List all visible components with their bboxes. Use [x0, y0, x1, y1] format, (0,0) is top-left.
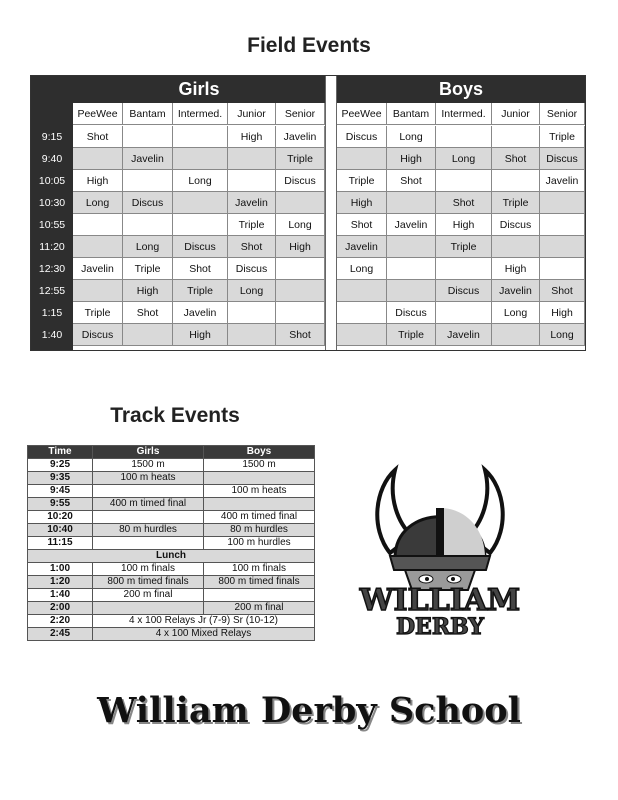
track-time-cell: 9:55	[28, 498, 93, 511]
logo-word-derby: DERBY	[395, 614, 485, 638]
boys-event-cell: Javelin	[337, 236, 387, 258]
track-boys-cell: 80 m hurdles	[204, 524, 315, 537]
boys-event-cell: High	[387, 148, 436, 170]
girls-event-cell: Triple	[276, 148, 325, 170]
girls-event-cell: Triple	[228, 214, 276, 236]
field-events-table	[30, 75, 586, 351]
girls-event-cell: Javelin	[73, 258, 123, 280]
boys-event-cell: Triple	[387, 324, 436, 346]
track-boys-cell: 100 m heats	[204, 485, 315, 498]
girls-event-cell: High	[228, 126, 276, 148]
track-header-girls: Girls	[93, 446, 204, 459]
track-girls-cell	[93, 511, 204, 524]
boys-event-cell	[337, 280, 387, 302]
track-time-cell: 1:00	[28, 563, 93, 576]
time-cell: 10:05	[38, 175, 66, 187]
boys-event-cell: Discus	[337, 126, 387, 148]
girls-event-cell	[73, 148, 123, 170]
girls-event-cell	[173, 214, 228, 236]
column-separator	[325, 76, 337, 350]
track-girls-cell: 400 m timed final	[93, 498, 204, 511]
boys-event-cell	[387, 236, 436, 258]
girls-event-cell: Long	[228, 280, 276, 302]
track-boys-cell: 800 m timed finals	[204, 576, 315, 589]
time-cell: 1:40	[41, 329, 63, 341]
boys-event-cell: Discus	[540, 148, 585, 170]
boys-event-cell: Long	[492, 302, 540, 324]
track-girls-cell	[93, 485, 204, 498]
track-boys-cell	[204, 498, 315, 511]
track-time-cell: 1:20	[28, 576, 93, 589]
track-girls-cell: 80 m hurdles	[93, 524, 204, 537]
track-boys-cell: 100 m finals	[204, 563, 315, 576]
school-name: William Derby School	[97, 690, 521, 731]
girls-event-cell: Discus	[123, 192, 173, 214]
girls-event-cell	[123, 170, 173, 192]
girls-event-cell	[173, 192, 228, 214]
girls-event-cell	[73, 214, 123, 236]
girls-event-cell	[228, 170, 276, 192]
boys-division-header: Senior	[540, 103, 585, 125]
boys-division-header: Junior	[492, 103, 540, 125]
girls-event-cell: Long	[73, 192, 123, 214]
boys-event-cell	[436, 170, 492, 192]
boys-event-cell: Javelin	[436, 324, 492, 346]
girls-header: Girls	[73, 76, 325, 103]
track-time-cell: 9:35	[28, 472, 93, 485]
lunch-row-label: Lunch	[28, 550, 315, 563]
girls-event-cell	[228, 324, 276, 346]
track-events-table	[27, 445, 315, 641]
girls-event-cell	[276, 280, 325, 302]
track-time-cell: 11:15	[28, 537, 93, 550]
boys-event-cell: Discus	[492, 214, 540, 236]
field-events-title: Field Events	[247, 34, 371, 57]
boys-event-cell	[337, 148, 387, 170]
track-time-cell: 2:00	[28, 602, 93, 615]
track-time-cell: 9:45	[28, 485, 93, 498]
boys-event-cell	[436, 302, 492, 324]
girls-event-cell: Discus	[276, 170, 325, 192]
time-cell: 10:30	[38, 197, 66, 209]
girls-event-cell: Discus	[173, 236, 228, 258]
track-time-cell: 9:25	[28, 459, 93, 472]
track-girls-cell: 200 m final	[93, 589, 204, 602]
table-row	[28, 459, 315, 472]
boys-division-header: Intermed.	[436, 103, 492, 125]
track-combined-event-cell: 4 x 100 Mixed Relays	[93, 628, 315, 641]
girls-event-cell: Javelin	[123, 148, 173, 170]
table-row	[28, 589, 315, 602]
track-girls-cell: 100 m heats	[93, 472, 204, 485]
track-header-time: Time	[28, 446, 93, 459]
track-time-cell: 2:45	[28, 628, 93, 641]
boys-event-cell: Triple	[492, 192, 540, 214]
girls-event-cell: Javelin	[276, 126, 325, 148]
boys-event-cell	[540, 258, 585, 280]
boys-header: Boys	[337, 76, 585, 103]
girls-event-cell	[276, 192, 325, 214]
track-boys-cell: 200 m final	[204, 602, 315, 615]
time-cell: 11:20	[39, 241, 65, 253]
track-boys-cell	[204, 589, 315, 602]
girls-division-header: PeeWee	[73, 103, 123, 125]
boys-event-cell: Shot	[436, 192, 492, 214]
track-girls-cell: 100 m finals	[93, 563, 204, 576]
boys-event-cell	[387, 280, 436, 302]
boys-event-cell: Long	[540, 324, 585, 346]
boys-event-cell	[492, 170, 540, 192]
girls-event-cell	[228, 302, 276, 324]
boys-event-cell	[492, 324, 540, 346]
boys-event-cell: Shot	[540, 280, 585, 302]
boys-event-cell: Discus	[387, 302, 436, 324]
table-row	[28, 628, 315, 641]
boys-event-cell: Long	[387, 126, 436, 148]
track-header-boys: Boys	[204, 446, 315, 459]
girls-division-header: Junior	[228, 103, 276, 125]
table-row	[28, 485, 315, 498]
time-cell: 1:15	[41, 307, 63, 319]
boys-event-cell: High	[337, 192, 387, 214]
boys-division-header: PeeWee	[337, 103, 387, 125]
track-time-cell: 2:20	[28, 615, 93, 628]
girls-event-cell	[228, 148, 276, 170]
boys-event-cell	[387, 258, 436, 280]
girls-event-cell: Discus	[73, 324, 123, 346]
table-row	[28, 550, 315, 563]
boys-event-cell	[492, 236, 540, 258]
track-time-cell: 10:40	[28, 524, 93, 537]
boys-event-cell	[540, 214, 585, 236]
table-row	[28, 537, 315, 550]
track-combined-event-cell: 4 x 100 Relays Jr (7-9) Sr (10-12)	[93, 615, 315, 628]
boys-event-cell	[436, 258, 492, 280]
boys-event-cell: High	[540, 302, 585, 324]
boys-event-cell: High	[436, 214, 492, 236]
time-cell: 12:30	[38, 263, 66, 275]
boys-event-cell: Javelin	[492, 280, 540, 302]
girls-event-cell	[123, 126, 173, 148]
table-row	[28, 602, 315, 615]
table-row	[28, 615, 315, 628]
girls-event-cell	[276, 302, 325, 324]
table-row	[28, 563, 315, 576]
girls-event-cell: Shot	[73, 126, 123, 148]
girls-event-cell	[73, 280, 123, 302]
boys-event-cell: Triple	[337, 170, 387, 192]
boys-event-cell	[337, 302, 387, 324]
girls-event-cell	[123, 214, 173, 236]
girls-event-cell	[173, 148, 228, 170]
girls-event-cell: Triple	[123, 258, 173, 280]
girls-event-cell: Long	[173, 170, 228, 192]
boys-event-cell	[387, 192, 436, 214]
girls-event-cell: Triple	[73, 302, 123, 324]
track-girls-cell: 800 m timed finals	[93, 576, 204, 589]
girls-event-cell: High	[276, 236, 325, 258]
boys-event-cell	[540, 192, 585, 214]
girls-event-cell	[73, 236, 123, 258]
track-time-cell: 10:20	[28, 511, 93, 524]
track-boys-cell: 400 m timed final	[204, 511, 315, 524]
boys-event-cell: Discus	[436, 280, 492, 302]
boys-event-cell	[492, 126, 540, 148]
table-row	[28, 576, 315, 589]
time-cell: 9:40	[41, 153, 63, 165]
boys-division-header: Bantam	[387, 103, 436, 125]
boys-event-cell: Shot	[387, 170, 436, 192]
boys-event-cell: Javelin	[387, 214, 436, 236]
boys-event-cell: Javelin	[540, 170, 585, 192]
boys-event-cell: Triple	[540, 126, 585, 148]
boys-event-cell: Long	[436, 148, 492, 170]
table-row	[28, 472, 315, 485]
track-boys-cell: 100 m hurdles	[204, 537, 315, 550]
boys-event-cell: Shot	[492, 148, 540, 170]
track-girls-cell: 1500 m	[93, 459, 204, 472]
girls-event-cell: Long	[276, 214, 325, 236]
track-boys-cell	[204, 472, 315, 485]
table-row	[28, 524, 315, 537]
girls-event-cell: Shot	[123, 302, 173, 324]
girls-event-cell: Javelin	[228, 192, 276, 214]
girls-event-cell: Shot	[276, 324, 325, 346]
logo-word-william: WILLIAM	[359, 583, 521, 618]
viking-logo	[350, 458, 530, 638]
track-time-cell: 1:40	[28, 589, 93, 602]
girls-event-cell: High	[173, 324, 228, 346]
girls-event-cell	[123, 324, 173, 346]
girls-division-header: Bantam	[123, 103, 173, 125]
girls-division-header: Senior	[276, 103, 325, 125]
girls-event-cell: Shot	[173, 258, 228, 280]
boys-event-cell: High	[492, 258, 540, 280]
track-girls-cell	[93, 602, 204, 615]
boys-event-cell: Long	[337, 258, 387, 280]
boys-event-cell: Shot	[337, 214, 387, 236]
girls-event-cell: Javelin	[173, 302, 228, 324]
girls-event-cell: Shot	[228, 236, 276, 258]
girls-event-cell: High	[123, 280, 173, 302]
time-cell: 9:15	[41, 131, 63, 143]
boys-event-cell	[337, 324, 387, 346]
girls-event-cell	[173, 126, 228, 148]
time-cell: 12:55	[38, 285, 66, 297]
track-girls-cell	[93, 537, 204, 550]
girls-division-header: Intermed.	[173, 103, 228, 125]
girls-event-cell: Triple	[173, 280, 228, 302]
boys-event-cell	[436, 126, 492, 148]
table-row	[28, 498, 315, 511]
table-row	[28, 511, 315, 524]
time-cell: 10:55	[38, 219, 66, 231]
track-boys-cell: 1500 m	[204, 459, 315, 472]
girls-event-cell	[276, 258, 325, 280]
boys-event-cell	[540, 236, 585, 258]
track-events-title: Track Events	[110, 404, 240, 427]
boys-event-cell: Triple	[436, 236, 492, 258]
girls-event-cell: Long	[123, 236, 173, 258]
girls-event-cell: Discus	[228, 258, 276, 280]
girls-event-cell: High	[73, 170, 123, 192]
